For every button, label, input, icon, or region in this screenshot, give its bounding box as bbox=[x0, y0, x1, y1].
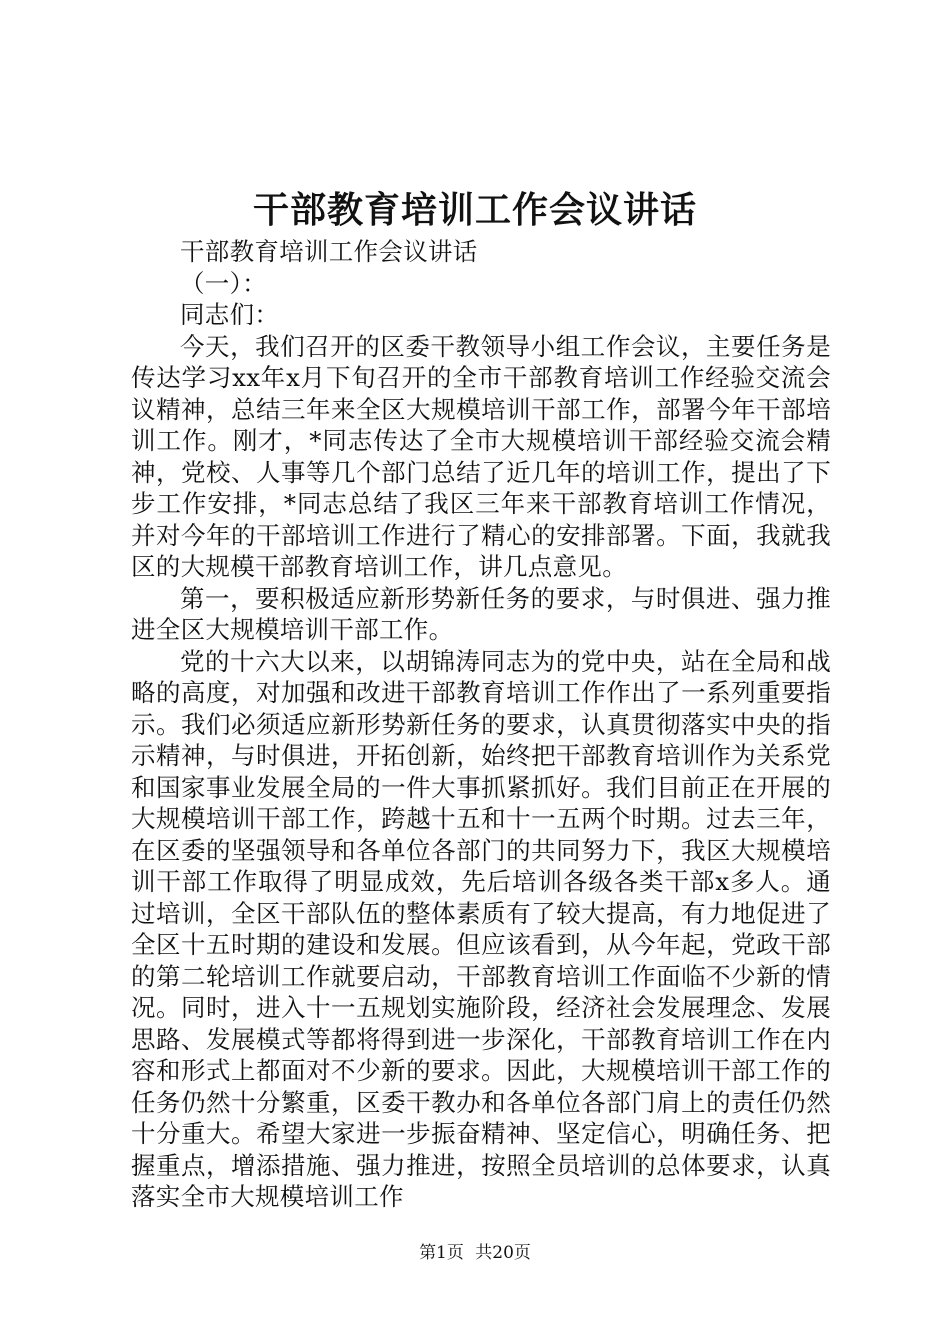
page-footer bbox=[0, 1242, 950, 1264]
body-paragraph: 党的十六大以来，以胡锦涛同志为的党中央，站在全局和战略的高度，对加强和改进干部教育培训工作作出了一系列重要指示。我们必须适应新形势新任务的要求，认真贯彻落实中央的指示精神，与时俱进，开拓创新，始终把干部教育培训作为关系党和国家事业发展全局的一件大事抓紧抓好。我们目前正在开展的大规模培训干部工作，跨越十五和十一五两个时期。过去三年，在区委的坚强领导和各单位各部门的共同努力下，我区大规模培训干部工作取得了明显成效，先后培训各级各类干部x多人。通过培训，全区干部队伍的整体素质有了较大提高，有力地促进了全区十五时期的建设和发展。但应该看到，从今年起，党政干部的第二轮培训工作就要启动，干部教育培训工作面临不少新的情况。同时，进入十一五规划实施阶段，经济社会发展理念、发展思路、发展模式等都将得到进一步深化，干部教育培训工作在内容和形式上都面对不少新的要求。因此，大规模培训干部工作的任务仍然十分繁重，区委干教办和各单位各部门肩上的责任仍然十分重大。希望大家进一步振奋精神、坚定信心，明确任务、把握重点，增添措施、强力推进，按照全员培训的总体要求，认真落实全市大规模培训工作 bbox=[131, 646, 831, 1211]
document-body bbox=[131, 236, 831, 1213]
section-marker: （一）： bbox=[180, 268, 267, 298]
body-paragraph: 第一，要积极适应新形势新任务的要求，与时俱进、强力推进全区大规模培训干部工作。 bbox=[131, 583, 831, 644]
salutation: 同志们： bbox=[180, 300, 280, 329]
document-title: 干部教育培训工作会议讲话 bbox=[252, 189, 697, 231]
page-number: 第1页 bbox=[419, 1243, 464, 1263]
body-paragraph: 今天，我们召开的区委干教领导小组工作会议，主要任务是传达学习xx年x月下旬召开的全市干部教育培训工作经验交流会议精神，总结三年来全区大规模培训干部工作，部署今年干部培训工作。刚才，*同志传达了全市大规模培训干部经验交流会精神，党校、人事等几个部门总结了近几年的培训工作，提出了下步工作安排，*同志总结了我区三年来干部教育培训工作情况，并对今年的干部培训工作进行了精心的安排部署。下面，我就我区的大规模干部教育培训工作，讲几点意见。 bbox=[131, 331, 831, 581]
subtitle-paragraph: 干部教育培训工作会议讲话 bbox=[180, 237, 478, 266]
page-total: 共20页 bbox=[475, 1243, 531, 1263]
